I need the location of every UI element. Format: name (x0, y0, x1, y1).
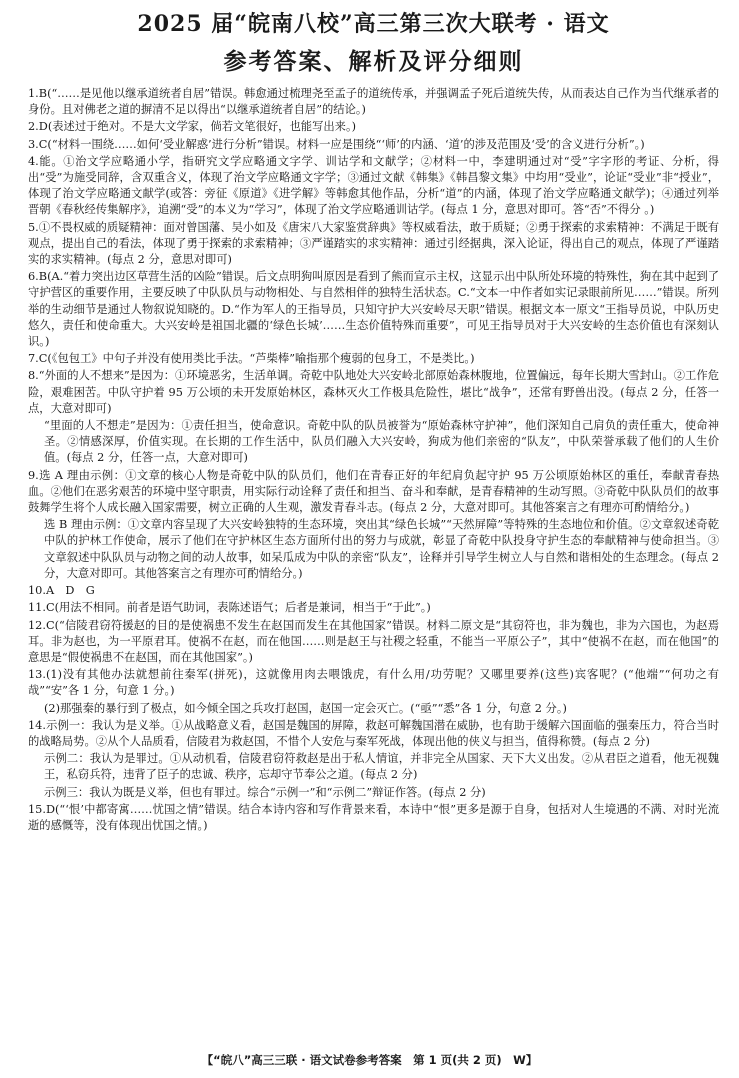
answer-item-9: 9.选 A 理由示例：①文章的核心人物是奇乾中队的队员们，他们在青春正好的年纪肩负起守护 95 万公顷原始林区的重任，奉献青春热血。②他们在恶劣艰苦的环境中坚守职责，用实际行动诠释了责任和担当、奋斗和奉献，是青春精神的生动写照。③奇乾中队队员们的故事鼓舞学生将个人成长融入国家需要，树立正确的人生观，激发青春斗志。(每点 2 分，大意对即可。其他答案言之有理亦可酌情给分。) (28, 468, 719, 515)
answer-item-13-part2: (2)那强秦的暴行到了极点，如今倾全国之兵攻打赵国，赵国一定会灭亡。(“亟”“悉”各 1 分，句意 2 分。) (44, 701, 567, 715)
answer-item-3: 3.C(“材料一围绕……如何‘受业解惑’进行分析”错误。材料一应是围绕“‘师’的内涵、‘道’的涉及范围及‘受’的含义进行分析”。) (28, 137, 645, 151)
answer-item-13: 13.(1)没有其他办法就想前往秦军(拼死)，这就像用肉去喂饿虎，有什么用/功劳呢？又哪里要养(这些)宾客呢？(“他端”“何功之有哉”“安”各 1 分，句意 1 分。) (28, 668, 719, 698)
answer-item-5: 5.①不畏权威的质疑精神：面对曾国藩、吴小如及《唐宋八大家鉴赏辞典》等权威看法，敢于质疑；②勇于探索的求索精神：不满足于既有观点，提出自己的看法，体现了勇于探索的求索精神；③严谨踏实的求实精神：通过引经据典，深入论证，得出自己的观点，体现了严谨踏实的求实精神。(每点 2 分，意思对即可) (28, 220, 719, 267)
answer-item-15: 15.D(“‘恨’中都寄寓……忧国之情”错误。结合本诗内容和写作背景来看，本诗中“恨”更多是源于自身，包括对人生境遇的不满、对时光流逝的感慨等，没有体现出忧国之情。) (28, 802, 719, 832)
page-title: 2025 届“皖南八校”高三第三次大联考 · 语文 (137, 11, 610, 37)
answer-item-8: 8.“外面的人不想来”是因为：①环境恶劣，生活单调。奇乾中队地处大兴安岭北部原始森林腹地，位置偏远，每年长期大雪封山。②工作危险，艰难困苦。中队守护着 95 万公顷的未开发原始林区，森林灭火工作极具危险性，堪比“战争”，还常有野兽出没。(每点 2 分，任答一点，大意对即可) (28, 369, 719, 415)
answer-item-7: 7.C(《包包工》中句子并没有使用类比手法。“芦柴棒”喻指那个瘦弱的包身工，不是类比。) (28, 352, 475, 366)
page-subtitle: 参考答案、解析及评分细则 (223, 48, 524, 75)
answer-item-14: 14.示例一：我认为是义举。①从战略意义看，赵国是魏国的屏障，救赵可解魏国潜在威胁，也有助于缓解六国面临的强秦压力，符合当时的战略局势。②从个人品质看，信陵君为救赵国，不惜个人安危与秦军死战，体现出他的侠义与担当，值得称赞。(每点 2 分) (28, 718, 719, 748)
answer-item-14-part2: 示例二：我认为是罪过。①从动机看，信陵君窃符救赵是出于私人情谊，并非完全从国家、天下大义出发。②从君臣之道看，他无视魏王，私窃兵符，违背了臣子的忠诚、秩序，忘却守节奉公之道。(每点 2 分) (44, 752, 719, 782)
answer-item-12: 12.C(“信陵君窃符援赵的目的是使祸患不发生在赵国而发生在其他国家”错误。材料二原文是“其窃符也，非为魏也，非为六国也，为赵焉耳。非为赵也，为一平原君耳。使祸不在赵，而在他国……则是赵王与社稷之轻重，不能当一平原公子”，其中“使祸不在赵，而在他国”的意思是“假使祸患不在赵国，而在其他国家”。) (28, 618, 719, 664)
answer-item-10: 10.A D G (28, 584, 95, 598)
answer-item-4: 4.能。①治文学应略通小学，指研究文学应略通文字学、训诂学和文献学；②材料一中，李建明通过对“受”字字形的考证、分析，得出“受”为施受同辞，含双重含义，体现了治文学应略通文字学；③通过文献《韩集》《韩昌黎文集》中均用“受业”，论证“受业”非“授业”，体现了治文学应略通文献学(或答：旁征《原道》《进学解》等韩愈其他作品，分析“道”的内涵，体现了治文学应略通文献学)；④通过列举晋朝《春秋经传集解序》，追溯“受”的本义为“学习”，体现了治文学应略通训诂学。(每点 1 分，意思对即可。答“否”不得分 。) (28, 154, 719, 217)
answer-item-8-part2: “里面的人不想走”是因为：①责任担当，使命意识。奇乾中队的队员被誉为“原始森林守护神”，他们深知自己肩负的责任重大，使命神圣。②情感深厚，价值实现。在长期的工作生活中，队员们融入大兴安岭，狗成为他们亲密的“队友”，中队荣誉承载了他们的人生价值。(每点 2 分，任答一点，大意对即可) (44, 419, 719, 465)
answer-item-2: 2.D(表述过于绝对。不是大文学家，倘若文笔很好，也能写出来。) (28, 120, 357, 134)
answer-item-6: 6.B(A.“着力突出边区草营生活的凶险”错误。后文点明狗叫原因是看到了熊而宣示主权，这显示出中队所处环境的特殊性，狗在其中起到了守护营区的重要作用，主要反映了中队队员与动物相处、与自然相伴的独特生活状态。C.“文本一中作者如实记录眼前所见……”错误。所列举的生动细节是通过人物叙说知晓的。D.“作为军人的王指导员，只知守护大兴安岭尽天职”错误。根据文本一原文“王指导员说，中队历史悠久，责任和使命重大。大兴安岭是祖国北疆的‘绿色长城’……生态价值特殊而重要”，可见王指导员对于大兴安岭的生态价值也有深刻认识。) (28, 270, 719, 349)
answer-item-9-part2: 选 B 理由示例：①文章内容呈现了大兴安岭独特的生态环境，突出其“绿色长城”“天然屏障”等特殊的生态地位和价值。②文章叙述奇乾中队的护林工作使命，展示了他们在守护林区生态方面所付出的努力与成就，彰显了奇乾中队投身守护生态的奉献精神与使命担当。③文章叙述中队队员与动物之间的动人故事，如呆瓜成为中队的亲密“队友”，诠释并引导学生树立人与自然和谐相处的生态理念。(每点 2 分，大意对即可。其他答案言之有理亦可酌情给分。) (44, 518, 719, 580)
page-footer: 【“皖八”高三三联 · 语文试卷参考答案 第 1 页(共 2 页) W】 (201, 1053, 538, 1067)
answer-item-1: 1.B(“……是见他以继承道统者自居”错误。韩愈通过梳理尧至孟子的道统传承，并强调孟子死后道统失传，从而表达自己作为当代继承者的身份。且对佛老之道的摒清不足以得出“以继承道统者自居”的结论。) (28, 87, 719, 117)
answer-item-11: 11.C(用法不相同。前者是语气助词，表陈述语气；后者是兼词，相当于“于此”。) (28, 601, 431, 615)
answer-item-14-part3: 示例三：我认为既是义举，但也有罪过。综合“示例一”和“示例二”辩证作答。(每点 2 分) (44, 785, 486, 799)
answer-list (28, 86, 719, 834)
